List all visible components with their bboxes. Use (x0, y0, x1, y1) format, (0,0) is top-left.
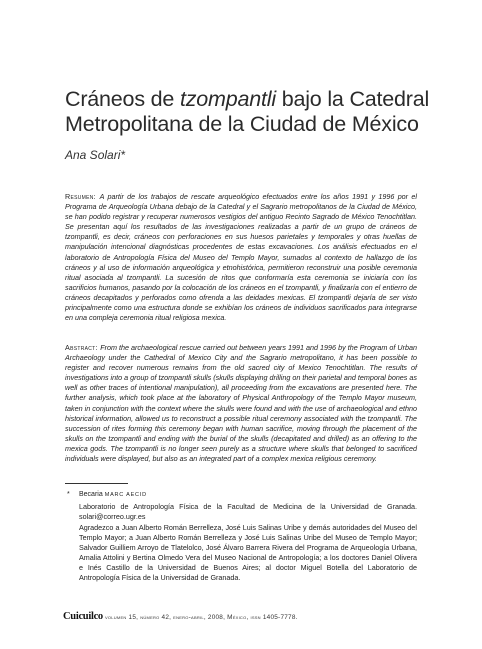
abstract-spanish-text: A partir de los trabajos de rescate arqueológico efectuados entre los años 1991 y 1996 por el Programa de Arqueología Urbana debajo de la Catedral y el Sagrario metropolitanos de la Ciudad de México, se han podido registrar y recuperar numerosos vestigios del antiguo Recinto Sagrado de México Tenochtitlan. Se presentan aquí los resultados de las investigaciones realizadas a partir de un grupo de cráneos de tzompantli, es decir, cráneos con perforaciones en sus huesos parietales y temporales y otras huellas de manipulación intencional diagnósticas procedentes de estas excavaciones. Los análisis efectuados en el laboratorio de Antropología Física del Museo del Templo Mayor, sumados al contexto de hallazgo de los cráneos y al uso de información arqueológica y etnohistórica, permitieron reconstruir una posible ceremonia ritual asociada al tzompantli. La sucesión de ritos que conformaría esta ceremonia se iniciaría con los sacrificios humanos, pasando por la colocación de los cráneos en el tzompantli, y finalizaría con el entierro de cráneos decapitados y perforados como ofrenda a las deidades mexicas. El tzompantli dejaría de ser visto principalmente como una estructura donde se exhibían los cráneos de individuos sacrificados para integrarse en una compleja ceremonia ritual religiosa mexica. (65, 192, 417, 323)
title-italic-term: tzompantli (179, 87, 276, 112)
abstract-english-text: From the archaeological rescue carried out between years 1991 and 1996 by the Program of Urban Archaeology under the Cathedral of Mexico City and the Sagrario metropolitano, it has been possible to register and recover numerous remains from the old sacred city of Mexico Tenochtitlan. The results of investigations into a group of tzompantli skulls (skulls displaying drilling on their parietal and temporal bones as well as other traces of intentional manipulation), all proceeding from the excavations are presented here. The further analysis, which took place at the laboratory of Physical Anthropology of the Templo Mayor museum, taken in conjunction with the context where the skulls were found and with the use of archaeological and ethno historical information, allowed us to reconstruct a possible ritual ceremony associated with the tzompantli. The succession of rites forming this ceremony began with human sacrifice, moving through the placement of the skulls on the tzompantli and ending with the burial of the skulls (decapitated and drilled) as an offering to the mexica gods. The tzompantli is no longer seen purely as a structure where skulls that belonged to sacrificed individuals were displayed, but also as an integrated part of a complex mexica religious ceremony. (65, 343, 417, 464)
article-title (65, 87, 445, 137)
title-start: Cráneos de (65, 87, 180, 112)
abstract-english-label: Abstract: (65, 343, 101, 352)
footnote-marker: * (67, 491, 70, 498)
footnote-affiliation: Laboratorio de Antropología Física de la Facultad de Medicina de la Universidad de Granada. solari@correo.ugr.es (79, 502, 417, 521)
journal-logo: Cuicuilco (63, 611, 103, 622)
abstract-spanish (65, 192, 417, 323)
footnote-label (79, 491, 147, 498)
footnote-label-smallcaps: MARC AECID (104, 492, 147, 498)
abstract-english (65, 343, 417, 464)
footnote-acknowledgments: Agradezco a Juan Alberto Román Berrelleza, José Luis Salinas Uribe y demás autoridades del Museo del Templo Mayor; a Juan Alberto Román Berrelleza y José Luis Salinas Uribe del Museo de Templo Mayor; Salvador Guilliem Arroyo de Tlatelolco, José Álvaro Barrera Rivera del Programa de Arqueología Urbana, Amalia Attolini y Bertina Olmedo Vera del Museo Nacional de Antropología; a los doctores Daniel Olivera e Inés Castillo de la Universidad de Buenos Aires; al doctor Miguel Botella del Laboratorio de Antropología Física de la Universidad de Granada. (79, 523, 417, 582)
footnote-label-text: Becaria (79, 491, 105, 498)
author-name: Ana Solari* (65, 148, 126, 162)
footnote-divider (65, 483, 128, 484)
title-end: bajo la Catedral Metropolitana de la Ciudad de México (65, 87, 430, 137)
abstract-spanish-label: Resumen: (65, 192, 100, 201)
citation-line: volumen 15, número 42, enero-abril, 2008, México, issn 1405-7778. (105, 614, 298, 621)
